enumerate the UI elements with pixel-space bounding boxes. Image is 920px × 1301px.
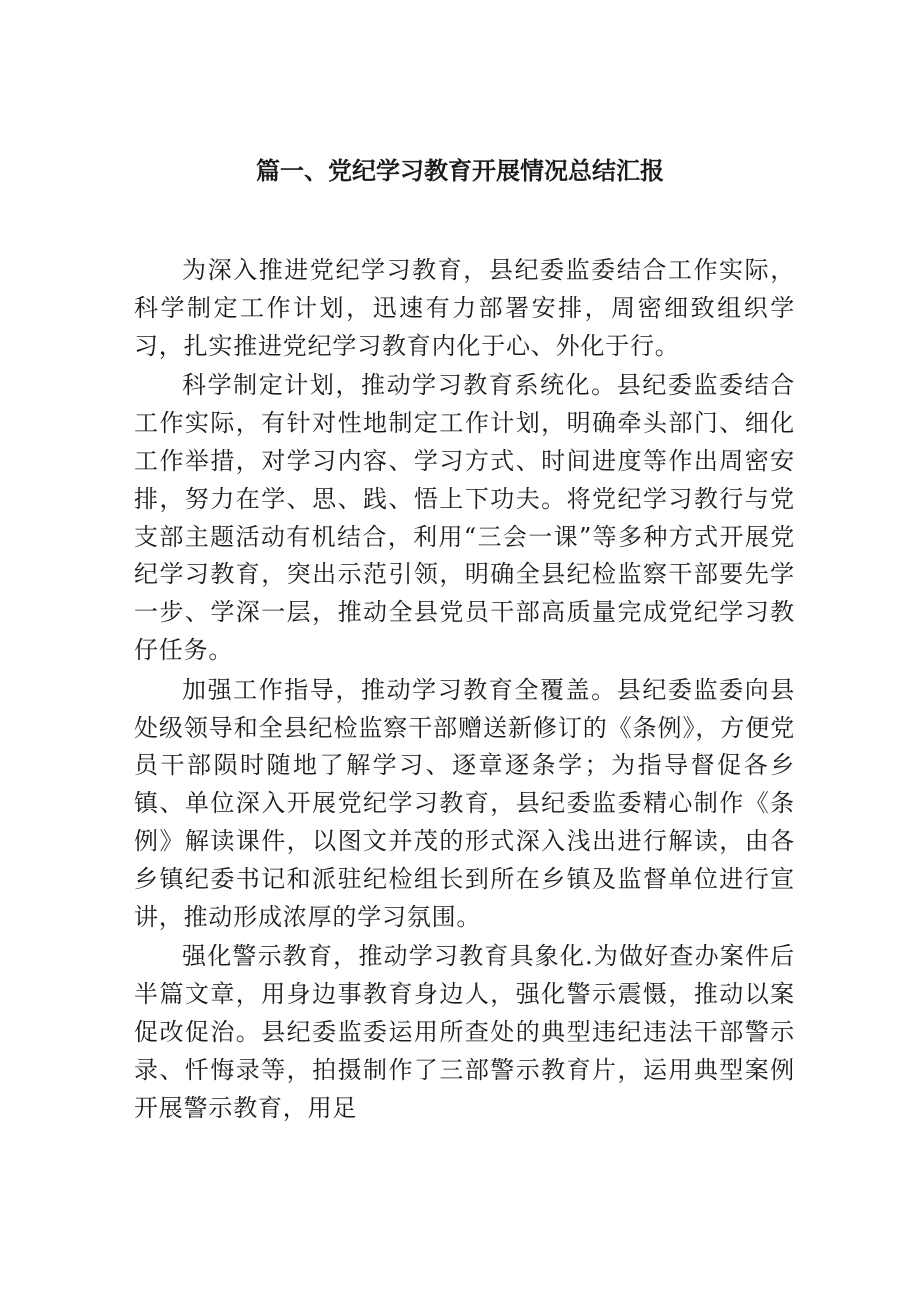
paragraph-intro: 为深入推进党纪学习教育，县纪委监委结合工作实际，科学制定工作计划，迅速有力部署安排，周密细致组织学习，扎实推进党纪学习教育内化于心、外化于行。 <box>134 256 795 360</box>
document-body <box>134 252 795 1129</box>
paragraph-guidance: 加强工作指导，推动学习教育全覆盖。县纪委监委向县处级领导和全县纪检监察干部赠送新修订的《条例》，方便党员干部陨时随地了解学习、逐章逐条学；为指导督促各乡镇、单位深入开展党纪学习教育，县纪委监委精心制作《条例》解读课件，以图文并茂的形式深入浅出进行解读，由各乡镇纪委书记和派驻纪检组长到所在乡镇及监督单位进行宣讲，推动形成浓厚的学习氛围。 <box>134 675 795 931</box>
paragraph-planning: 科学制定计划，推动学习教育系统化。县纪委监委结合工作实际，有针对性地制定工作计划，明确牵头部门、细化工作举措，对学习内容、学习方式、时间进度等作出周密安排，努力在学、思、践、悟上下功夫。将党纪学习教行与党支部主题活动有机结合，利用“三会一课”等多种方式开展党纪学习教育，突出示范引领，明确全县纪检监察干部要先学一步、学深一层，推动全县党员干部高质量完成党纪学习教仔任务。 <box>134 371 795 664</box>
document-title: 篇一、党纪学习教育开展情况总结汇报 <box>256 157 664 185</box>
paragraph-warning-education: 强化警示教育，推动学习教育具象化.为做好查办案件后半篇文章，用身边事教育身边人，强化警示震慑，推动以案促改促治。县纪委监委运用所查处的典型违纪违法干部警示录、忏悔录等，拍摄制作了三部警示教育片，运用典型案例开展警示教育，用足 <box>134 942 795 1122</box>
